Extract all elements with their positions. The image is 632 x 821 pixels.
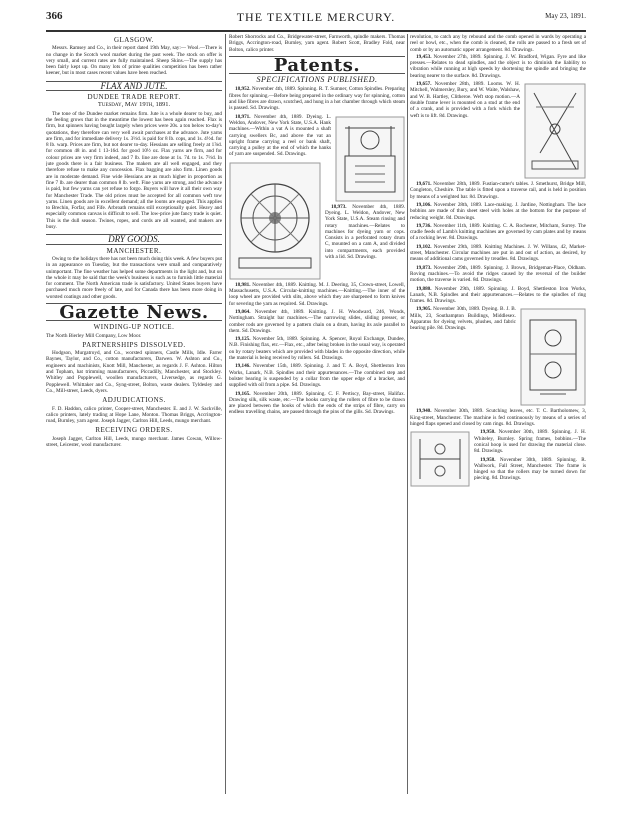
patent-entry — [229, 391, 405, 416]
columns — [46, 34, 586, 794]
rotary-drum-illustration — [229, 162, 321, 280]
partnerships-text: Hodgson, Murgatroyd, and Co., worsted spinners, Castle Mills, Idle. Farrer Baynes, Taylor, and Co., cotton manufacturers, Darwen. W. Ashton and Co., engineers and machinists, Knott Mill, Manchester, as regards J. F. Ashton. Hilton and Topham, hat trimming manufacturers, Piccadilly, Manchester, and Stockley. Whitley and Popplewell, woollen manufacturers, Liversedge, as regards G. Popplewell. Whittaker and Co., Syng-street, Bolton, waste dealers. Tyldesley and Co., Mill-street, Leeds, dyers. — [46, 350, 222, 394]
patent-text: November 27th, 1889. Spinning. J. W. Bradford, Wigan. Fyre and like presses.—Relates to dead spindles, and the object is to diminish the liability to vibration while running at high speeds by shortening the spindle and bringing the bearing nearer to the surface. 8d. Drawings. — [410, 53, 586, 79]
patent-number: 19,064. — [235, 308, 251, 315]
masthead-title: THE TEXTILE MERCURY. — [236, 10, 396, 24]
patent-text: November 29th, 1889. Knitting Machines. J. W. Willans, 42, Market-street, Manchester. Circular machines are put in and out of action, as desired, by means of additional cams governed by treadles. 8d. Drawings. — [410, 243, 586, 263]
receiving-orders-text: Joseph Jagger, Carlton Hill, Leeds, mungo merchant. James Cowan, Willow-street, Leicester, wool manufacturer. — [46, 435, 222, 449]
column-rule — [407, 34, 408, 794]
manchester-heading: MANCHESTER. — [106, 246, 162, 255]
patent-text: November 30th, 1889. Spinning. J. H. Whiteley, Burnley. Spring frames, bobbins.—The conical hoop is used for drawing the material close. 8d. Drawings. — [474, 429, 586, 455]
patent-number: 18,952. — [235, 86, 251, 93]
patent-text: November 4th, 1889. Dyeing. L. Weldon, Andover, New York State, U.S.A. Hank machines.—Within a vat A is mounted a shaft carrying swellers Bc, and above the vat an upright frame carrying a reel or bank shaft, carrying a pulley at the end of which the hanks of yarn are suspended. Sd. Drawings. — [229, 113, 332, 158]
flax-jute-heading: FLAX AND JUTE. — [46, 81, 222, 91]
patent-number: 19,958. — [480, 456, 496, 463]
patent-number: 19,657. — [416, 81, 432, 88]
newspaper-page — [46, 10, 586, 810]
patent-entry — [410, 54, 586, 79]
patent-entry — [410, 408, 586, 427]
winding-up-heading: WINDING-UP NOTICE. — [93, 323, 175, 332]
page-header — [46, 10, 586, 32]
patent-number: 19,950. — [480, 429, 496, 436]
patent-text: November 5th, 1889. Spinning. A. Spencer, Royal Exchange, Dundee, N.B. Finishing flax, etc.—Flax, etc., after being broken in the usual way, is operated on by rotary beaters which are provided with blades in the opposite direction, while the material is being received by rollers. Sd. Drawings. — [229, 336, 405, 362]
column-rule — [225, 34, 226, 794]
column-3 — [410, 34, 586, 794]
dry-goods-heading: DRY GOODS. — [46, 234, 222, 244]
manchester-report: Owing to the holidays there has not been much doing this week. A few buyers put in an appearance on Tuesday, but the transactions were small and comparatively unimportant. The fine weather has helped some departments in the light and, but on the whole it may be said that the week's business is such as to furnish little material for comment. The North American trade is satisfactory. United States buyers have purchased much more freely of late, and for Canada there has been more doing in worsted coatings and other goods. — [46, 255, 222, 300]
spinning-frame-illustration — [410, 431, 470, 487]
patent-number: 19,106. — [416, 201, 432, 208]
patent-text: November 30th, 1889. Dyeing. B. J. B. Mills, 23, Southampton Buildings, Middlesex. Apparatus for dyeing velvets, plushes, and fabric bearing pile. 8d. Drawings. — [410, 306, 517, 332]
patent-text: November 15th, 1889. Spinning. J. and T. A. Boyd, Shettleston Iron Works, Lanark, N.B. Spindles and their appurtenances.—The combined step and bolster bearing is suspended by a collar from the upper edge of a bracket, and supplied with oil from a pipe. Sd. Drawings. — [229, 363, 405, 389]
patent-text: November 4th, 1889. Knitting. J. H. Woodward, 246, Wonds, Nottingham. Straight bar machines.—The narrowing slides, sliding presser, or comber rods are governed by a pattern chain on a drum, having its axle parallel to them. Sd. Drawings. — [229, 308, 405, 334]
patent-number: 19,905. — [416, 306, 432, 313]
hank-machine-illustration — [335, 116, 405, 202]
column-1 — [46, 34, 222, 794]
patent-text: November 20th, 1889. Spinning. C. F. Pertiscy, Bay-street, Halifax. Drawing silk, silk waste, etc.—The hooks carrying the rollers of fibre to be drawn are placed between the hooks of which the ends of the strips of fibre, carry on endless travelling chains, are passed through the pins of the gills. Sd. Drawings. — [229, 390, 405, 416]
patent-text: November 28th, 1889. Fustian-cutter's tables. J. Smethurst, Bridge Mill, Congleton, Cheshire. The table is fitted upon a traverse rail, and is held in position by means of a weighted bar. 8d. Drawings. — [410, 181, 586, 200]
patent-entry — [410, 223, 586, 242]
patent-number: 19,736. — [416, 222, 432, 229]
patents-heading: Patents. — [273, 54, 361, 76]
dundee-date: Tuesday, May 19th, 1891. — [97, 101, 171, 109]
patent-entry — [229, 282, 405, 307]
page-number: 366 — [46, 10, 63, 22]
receiving-orders-heading: RECEIVING ORDERS. — [95, 426, 173, 435]
patent-number: 19,125. — [235, 336, 251, 343]
receiving-orders-continued: Robert Shorrocks and Co., Bridgewater-street, Farnworth, spindle makers. Thomas Briggs, Accrington-road, Burnley, yarn agent. Robert Scott, Bradley Fold, near Bolton, calico printer. — [229, 34, 405, 53]
patent-entry — [410, 181, 586, 200]
glasgow-report: Messrs. Ramsey and Co., in their report dated 19th May, say:— Wool.—There is no change in the Scotch wool market during the past week. The stock on offer is very small, and current rates are fully maintained. Sheep Skins.—The supply has been fairly kept up. On many lots of prime qualities competition has been rather keener, but in most cases recent values have been reached. — [46, 45, 222, 77]
dundee-heading: DUNDEE TRADE REPORT. — [87, 93, 181, 102]
patent-number: 19,940. — [416, 408, 432, 415]
patent-text: November 4th, 1889. Knitting. M. J. Deering, 35, Crown-street, Lowell, Massachusetts, U.S.A. Circular-knitting machines.—Knitting.—The inner of the loop wheel are provided with slits, above which they are sharpened to form knives for severing the yarn as required. Sd. Drawings. — [229, 281, 405, 307]
glasgow-heading: GLASGOW. — [113, 36, 155, 44]
partnerships-heading: PARTNERSHIPS DISSOLVED. — [82, 340, 186, 349]
column-2 — [229, 34, 405, 794]
issue-date: May 23, 1891. — [545, 12, 586, 20]
winding-up-text: The North Bierley Mill Company, Low Moor. — [46, 332, 142, 339]
patent-number: 19,880. — [416, 285, 432, 292]
patent-entry — [229, 86, 405, 111]
patent-continued: revolution, to catch any by rebound and the comb opened in wards by operating a reel or bowl, etc., when the comb is cleaned, the rolls are passed to a fresh set of comb or by an automatic upper arrangement. 8d. Drawings. — [410, 34, 586, 53]
patent-number: 19,165. — [235, 390, 251, 397]
patent-number: 19,671. — [416, 181, 432, 188]
patent-number: 19,453. — [416, 53, 432, 60]
patent-text: November 28th, 1889. Lace-making. J. Jardine, Nottingham. The lace bobbins are made of thin sheet steel with holes at the bottom for the purpose of reducing weight. 8d. Drawings. — [410, 201, 586, 221]
patent-text: November 4th, 1889. Dyeing. L. Weldon, Andover, New York State, U.S.A. Steam rinsing and rotary machines.—Relates to machines for dyeing yarn or cops. Consists in a perforated rotary drum C, mounted on a cam A, and divided into compartments, each provided with a lid. Sd. Drawings. — [325, 203, 405, 261]
patent-number: 19,146. — [235, 363, 251, 370]
specifications-heading: SPECIFICATIONS PUBLISHED. — [256, 75, 378, 85]
patent-entry — [410, 286, 586, 305]
loom-stop-motion-illustration — [524, 83, 586, 179]
patent-text: November 4th, 1889. Spinning. R. T. Sumner, Cotton Spindles. Preparing fibres for spinning.—Before being prepared in the ordinary way for spinning, cotton and like fibres are drawn, scutched, and hung in a hot chamber through which steam is passed. Sd. Drawings. — [229, 86, 405, 112]
patent-entry — [410, 244, 586, 263]
adjudications-heading: ADJUDICATIONS. — [102, 396, 166, 405]
patent-text: November 11th, 1889. Knitting. C. A. Rochester, Mitcham, Surrey. The cradle feeds of Lamb's knitting machines are governed by cam plates and by means of a rocking lever. 8d. Drawings. — [410, 222, 586, 242]
patent-text: November 28th, 1889. Looms. W. H. Mitchell, Walmersley, Bury, and W. Waite, Walshaw, and W. B. Hartley, Clitheroe. Weft stop motion.—A double frame lever is mounted on a stud at the end of a crank, and is provided with a fork which the weft is to lift. 8d. Drawings. — [410, 81, 520, 119]
gazette-news-heading: Gazette News. — [59, 301, 209, 323]
patent-entry — [229, 336, 405, 361]
patent-number: 18,973. — [331, 203, 347, 210]
patent-number: 18,971. — [235, 113, 251, 120]
adjudications-text: F. D. Haddon, calico printer, Cooper-street, Manchester. E. and J. W. Sackville, calico printers, lately trading at Hope Lane, Monton. Thomas Briggs, Accrington-road, Burnley, yarn agent. Joseph Jagger, Carlton Hill, Leeds, mungo merchant. — [46, 405, 222, 425]
patent-text: November 29th, 1889. Spinning. J. Boyd, Shettleston Iron Works, Lanark, N.B. Spindles and their appurtenances.—Relates to the spindles of ring frames. 8d. Drawings. — [410, 285, 586, 305]
patent-entry — [410, 202, 586, 221]
patent-entry — [410, 265, 586, 284]
patent-text: November 30th, 1889. Scutching leaves, etc. T. C. Bartholomew, 3, King-street, Manchester. The machine is fed continuously by means of a series of hinged flaps opened and closed by cam rings. 8d. Drawings. — [410, 408, 586, 428]
patent-text: November 30th, 1889. Spinning. R. Wallwork, Fall Street, Manchester. The frame is hinged so that the rollers may be turned down for piecing. 8d. Drawings. — [474, 456, 586, 482]
patent-number: 18,981. — [235, 281, 251, 288]
patent-text: November 29th, 1889. Spinning. J. Brown, Bridgeman-Place, Oldham. Roving machines.—To avoid the ridges caused by the reversal of the builder motion, the traverse is varied. 8d. Drawings. — [410, 264, 586, 284]
patent-entry — [229, 309, 405, 334]
dyeing-apparatus-illustration — [520, 308, 586, 406]
patent-number: 19,873. — [416, 264, 432, 271]
patent-entry — [229, 363, 405, 388]
dundee-report: The tone of the Dundee market remains firm. Jute is a whole dearer to buy, and the feeling grows that in the meantime the lowest has been again reached. Flax is firm, but spinners having bought largely when prices were 20s. a ton below to-day's quotations, they therefore can very well await purchases at the advance. Jute yarns are firm, and for immediate delivery 1s. 3½d. is paid for 8 lb. cops, and 1s. 4½d. for 8 lb. warp. Prices are firm, but not dearer to-day. Hessians are selling freely at 1⅞d. for common 48 in. and 1 13-16d. for good 10½ oz. Flax yarns are firm, and for colour prices are very firm indeed, and 7 lb. line are done at 1s. 7d. to 1s. 7½d. In jute goods there is a fair business. The makers are all well engaged, and they therefore refuse to make any concession. Flax bagging are also firm. Linen goods are in moderate demand. Fine wide Hessians are as much higher in proportion as fine 7 lb. are dearer than common 8 lb. weft. Fine yarns are strong, and the advance is paid, but few yarns can yet refuse to forgo. Buyers will have it all their own way for Manchester Trade. The old prices must be accepted for all common weft tow yarns. Linen goods are in excellent demand; all the looms are engaged. This applies to Brechin, Forfar, and Fife. Arbroath remains still exceptionally quiet. Heavy and especially common canvas is difficult to sell. The low-price jute fancy trade is quiet. This is the dull season. Twines, ropes, and cords are all wanted, and makers are busy. — [46, 110, 222, 231]
patent-number: 19,102. — [416, 243, 432, 250]
